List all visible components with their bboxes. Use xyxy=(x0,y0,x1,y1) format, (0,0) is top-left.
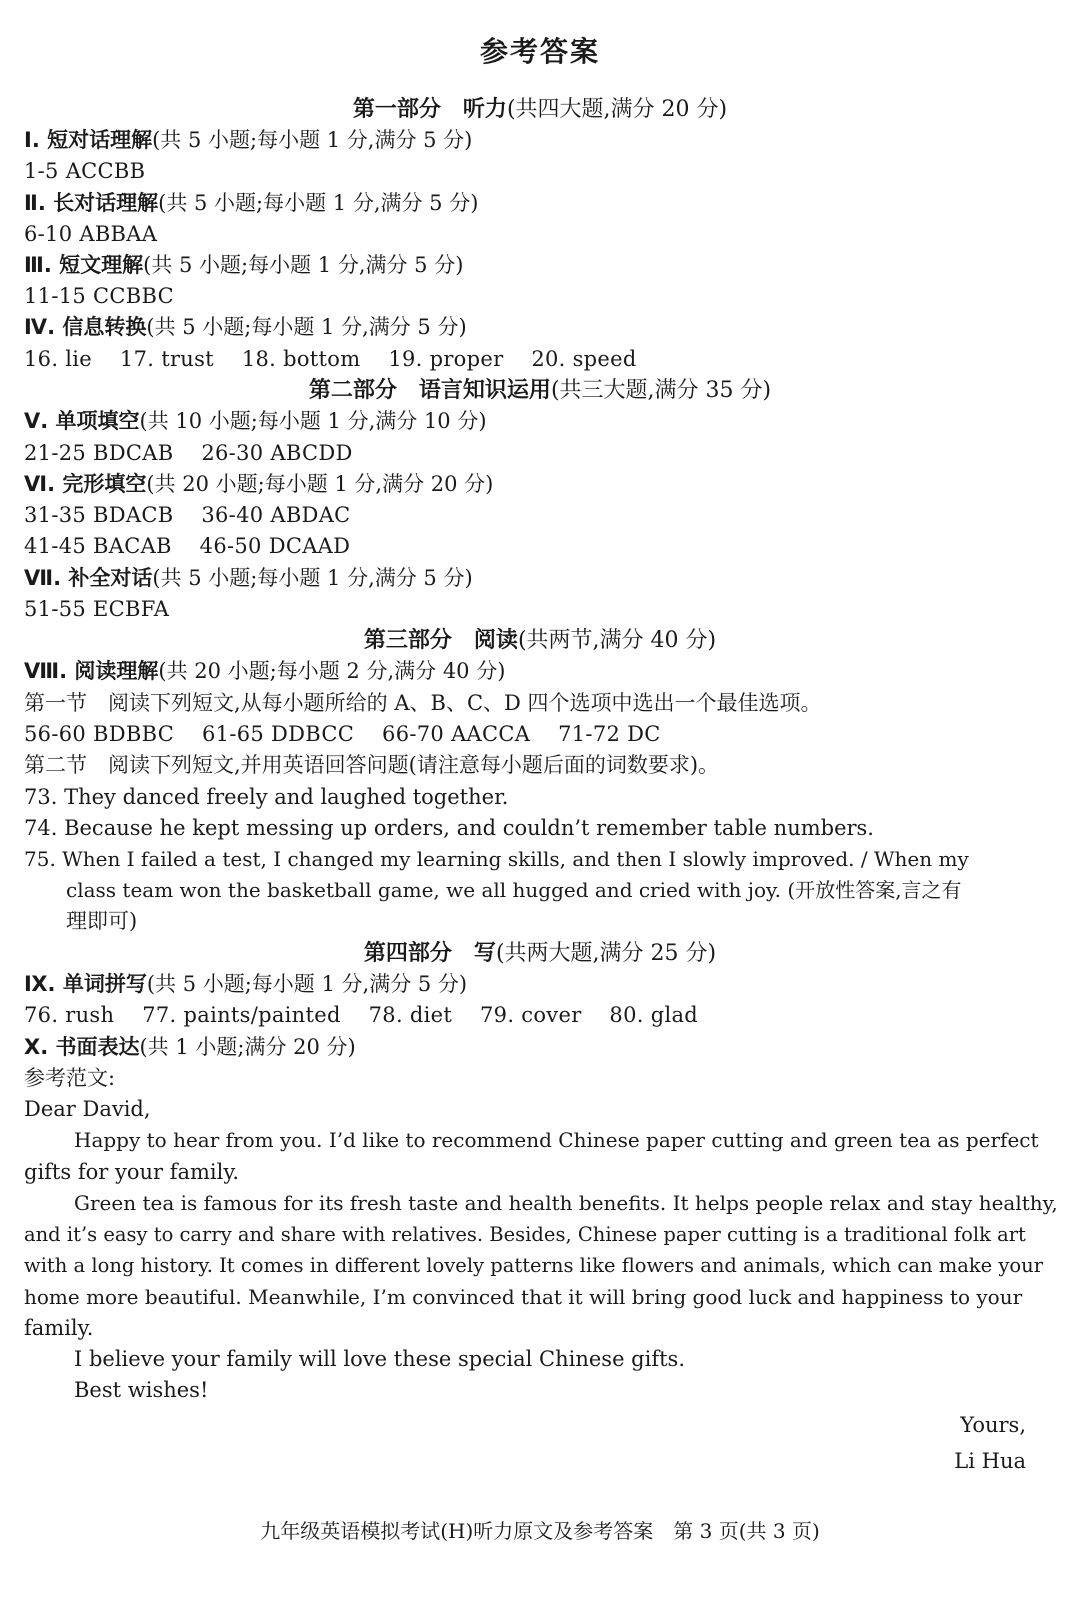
section3-note: (共 5 小题;每小题 1 分,满分 5 分) xyxy=(143,253,464,277)
essay-line: gifts for your family. xyxy=(24,1160,240,1184)
essay-closing: Yours, xyxy=(960,1413,1026,1437)
answer-74: 74. Because he kept messing up orders, and couldn’t remember table numbers. xyxy=(24,816,874,840)
part2-note: (共三大题,满分 35 分) xyxy=(550,378,772,403)
essay-line: Best wishes! xyxy=(74,1378,209,1402)
section9-note: (共 5 小题;每小题 1 分,满分 5 分) xyxy=(146,972,468,996)
section7-answers: 51-55 ECBFA xyxy=(24,597,170,621)
answer-75-line1: 75. When I failed a test, I changed my learning skills, and then I slowly improved. / When my xyxy=(24,847,969,871)
section6-label: Ⅵ. 完形填空 xyxy=(24,472,147,496)
part1-heading: 第一部分 听力 xyxy=(352,97,507,122)
section2-label: Ⅱ. 长对话理解 xyxy=(24,191,159,215)
essay-intro: 参考范文: xyxy=(24,1066,116,1090)
part4-heading: 第四部分 写 xyxy=(363,941,496,966)
section3-label: Ⅲ. 短文理解 xyxy=(24,253,144,277)
part4-note: (共两大题,满分 25 分) xyxy=(495,941,717,966)
page-footer: 九年级英语模拟考试(H)听力原文及参考答案 第 3 页(共 3 页) xyxy=(260,1519,820,1543)
section2-note: (共 5 小题;每小题 1 分,满分 5 分) xyxy=(158,191,479,215)
section4-label: Ⅳ. 信息转换 xyxy=(24,315,147,339)
section5-answers: 21-25 BDCAB 26-30 ABCDD xyxy=(24,441,353,465)
reading-section1-instruction: 第一节 阅读下列短文,从每小题所给的 A、B、C、D 四个选项中选出一个最佳选项。 xyxy=(24,691,822,715)
part3-note: (共两节,满分 40 分) xyxy=(517,628,717,653)
section6-label-line xyxy=(0,469,1080,500)
section7-label: Ⅶ. 补全对话 xyxy=(24,566,153,590)
essay-line: family. xyxy=(24,1316,94,1340)
part3-heading: 第三部分 阅读 xyxy=(363,628,518,653)
part1-heading-line xyxy=(0,94,1080,125)
section9-label-line xyxy=(0,969,1080,1000)
section5-label: Ⅴ. 单项填空 xyxy=(24,409,140,433)
section2-answers: 6-10 ABBAA xyxy=(24,222,158,246)
section1-answers: 1-5 ACCBB xyxy=(24,159,146,183)
essay-line: Happy to hear from you. I’d like to recommend Chinese paper cutting and green tea as perfect xyxy=(74,1128,1039,1152)
section5-label-line xyxy=(0,406,1080,437)
section6-note: (共 20 小题;每小题 1 分,满分 20 分) xyxy=(146,472,494,496)
essay-line: and it’s easy to carry and share with relatives. Besides, Chinese paper cutting is a traditional folk art xyxy=(24,1223,1026,1246)
section1-label-line xyxy=(0,125,1080,156)
section6-answers-row2: 41-45 BACAB 46-50 DCAAD xyxy=(24,534,351,558)
section10-label-line xyxy=(0,1032,1080,1063)
section7-label-line xyxy=(0,563,1080,594)
page-title: 参考答案 xyxy=(479,35,600,68)
essay-signature: Li Hua xyxy=(954,1449,1026,1473)
section3-answers: 11-15 CCBBC xyxy=(24,284,174,308)
section10-note: (共 1 小题;满分 20 分) xyxy=(139,1035,356,1059)
section7-note: (共 5 小题;每小题 1 分,满分 5 分) xyxy=(152,566,473,590)
section8-label-line xyxy=(0,656,1080,687)
reading-section1-answers: 56-60 BDBBC 61-65 DDBCC 66-70 AACCA 71-72 DC xyxy=(24,722,661,746)
answer-73: 73. They danced freely and laughed together. xyxy=(24,785,509,809)
reading-section2-instruction: 第二节 阅读下列短文,并用英语回答问题(请注意每小题后面的词数要求)。 xyxy=(24,753,720,777)
title-line xyxy=(0,36,1080,67)
essay-line: I believe your family will love these special Chinese gifts. xyxy=(74,1347,685,1371)
part4-heading-line xyxy=(0,938,1080,969)
essay-line: with a long history. It comes in different lovely patterns like flowers and animals, which can make your xyxy=(24,1254,1044,1277)
section2-label-line xyxy=(0,188,1080,219)
section9-label: Ⅸ. 单词拼写 xyxy=(24,972,147,996)
section5-note: (共 10 小题;每小题 1 分,满分 10 分) xyxy=(139,409,487,433)
section1-note: (共 5 小题;每小题 1 分,满分 5 分) xyxy=(152,128,473,152)
section10-label: Ⅹ. 书面表达 xyxy=(24,1035,140,1059)
section4-label-line xyxy=(0,312,1080,343)
essay-line: home more beautiful. Meanwhile, I’m convinced that it will bring good luck and happiness to your xyxy=(24,1285,1023,1309)
part2-heading: 第二部分 语言知识运用 xyxy=(308,378,551,403)
section4-note: (共 5 小题;每小题 1 分,满分 5 分) xyxy=(146,315,467,339)
section3-label-line xyxy=(0,250,1080,281)
essay-line: Green tea is famous for its fresh taste and health benefits. It helps people relax and stay healthy, xyxy=(74,1191,1058,1215)
section4-answers: 16. lie 17. trust 18. bottom 19. proper 20. speed xyxy=(24,347,637,371)
part3-heading-line xyxy=(0,625,1080,656)
section9-answers: 76. rush 77. paints/painted 78. diet 79. cover 80. glad xyxy=(24,1003,699,1027)
page-footer-line xyxy=(0,1516,1080,1547)
section6-answers-row1: 31-35 BDACB 36-40 ABDAC xyxy=(24,503,351,527)
answer-75-line2: class team won the basketball game, we all hugged and cried with joy. (开放性答案,言之有 xyxy=(66,878,962,902)
section1-label: Ⅰ. 短对话理解 xyxy=(24,128,153,152)
part2-heading-line xyxy=(0,375,1080,406)
essay-greeting: Dear David, xyxy=(24,1097,151,1121)
section8-note: (共 20 小题;每小题 2 分,满分 40 分) xyxy=(158,659,506,683)
part1-note: (共四大题,满分 20 分) xyxy=(506,97,728,122)
section8-label: Ⅷ. 阅读理解 xyxy=(24,659,159,683)
answer-75-line3: 理即可) xyxy=(66,909,138,933)
